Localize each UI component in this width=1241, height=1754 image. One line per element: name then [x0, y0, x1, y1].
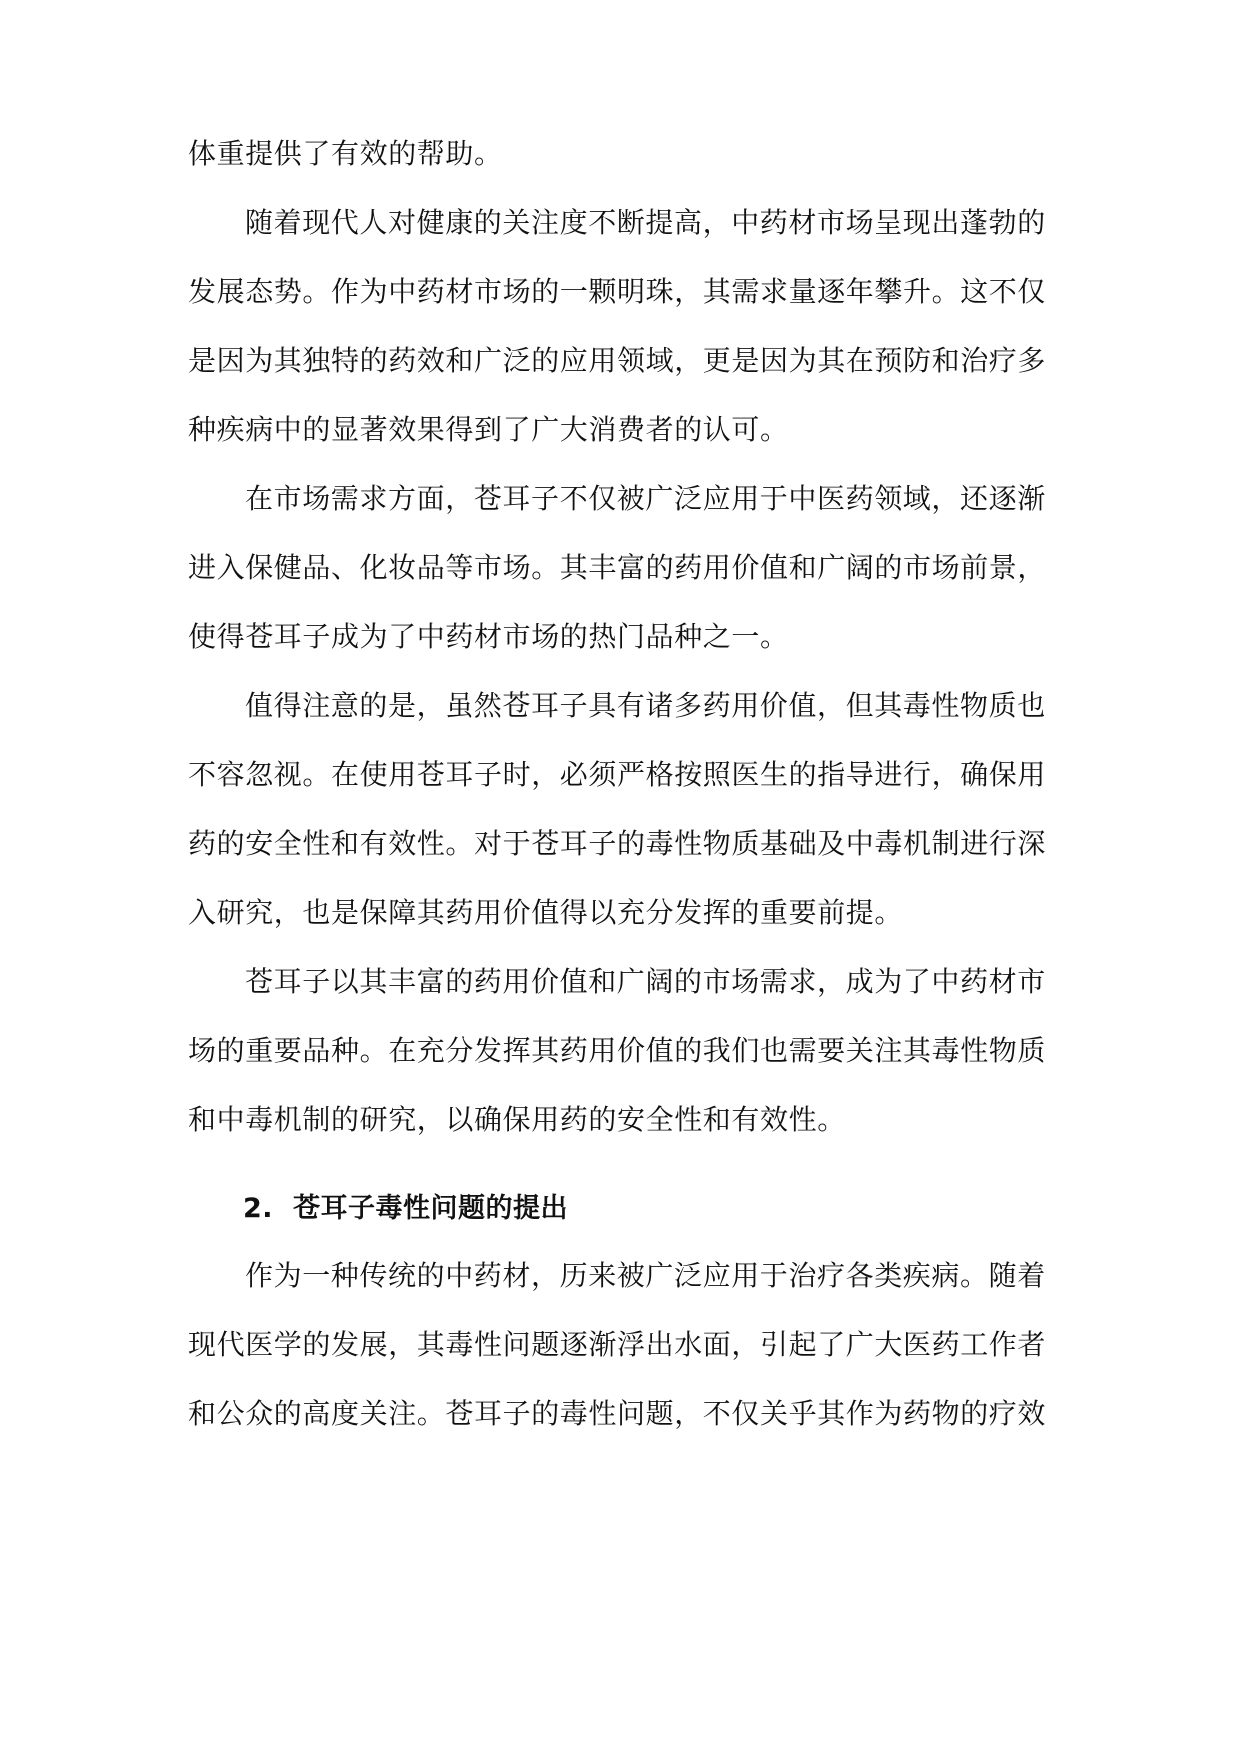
paragraph-line: 苍耳子以其丰富的药用价值和广阔的市场需求，成为了中药材市: [245, 965, 1046, 998]
paragraph-line: 和公众的高度关注。苍耳子的毒性问题，不仅关乎其作为药物的疗效: [188, 1397, 1047, 1430]
paragraph-line: 在市场需求方面，苍耳子不仅被广泛应用于中医药领域，还逐渐: [245, 482, 1046, 515]
paragraph-line: 随着现代人对健康的关注度不断提高，中药材市场呈现出蓬勃的: [245, 206, 1046, 239]
paragraph-line: 体重提供了有效的帮助。: [188, 137, 503, 170]
paragraph-line: 药的安全性和有效性。对于苍耳子的毒性物质基础及中毒机制进行深: [188, 827, 1047, 860]
section-number: 2.: [243, 1193, 274, 1224]
paragraph-line: 值得注意的是，虽然苍耳子具有诸多药用价值，但其毒性物质也: [245, 689, 1046, 722]
paragraph-line: 场的重要品种。在充分发挥其药用价值的我们也需要关注其毒性物质: [188, 1034, 1047, 1067]
paragraph-line: 入研究，也是保障其药用价值得以充分发挥的重要前提。: [188, 896, 904, 929]
paragraph-line: 和中毒机制的研究，以确保用药的安全性和有效性。: [188, 1103, 846, 1136]
paragraph-line: 种疾病中的显著效果得到了广大消费者的认可。: [188, 413, 789, 446]
paragraph-line: 作为一种传统的中药材，历来被广泛应用于治疗各类疾病。随着: [245, 1259, 1046, 1292]
paragraph-line: 现代医学的发展，其毒性问题逐渐浮出水面，引起了广大医药工作者: [188, 1328, 1047, 1361]
paragraph-line: 发展态势。作为中药材市场的一颗明珠，其需求量逐年攀升。这不仅: [188, 275, 1047, 308]
paragraph-line: 不容忽视。在使用苍耳子时，必须严格按照医生的指导进行，确保用: [188, 758, 1047, 791]
section-title: 苍耳子毒性问题的提出: [292, 1193, 568, 1224]
paragraph-line: 使得苍耳子成为了中药材市场的热门品种之一。: [188, 620, 789, 653]
paragraph-line: 是因为其独特的药效和广泛的应用领域，更是因为其在预防和治疗多: [188, 344, 1047, 377]
paragraph-line: 进入保健品、化妆品等市场。其丰富的药用价值和广阔的市场前景，: [188, 551, 1047, 584]
section-heading: [243, 1191, 568, 1227]
